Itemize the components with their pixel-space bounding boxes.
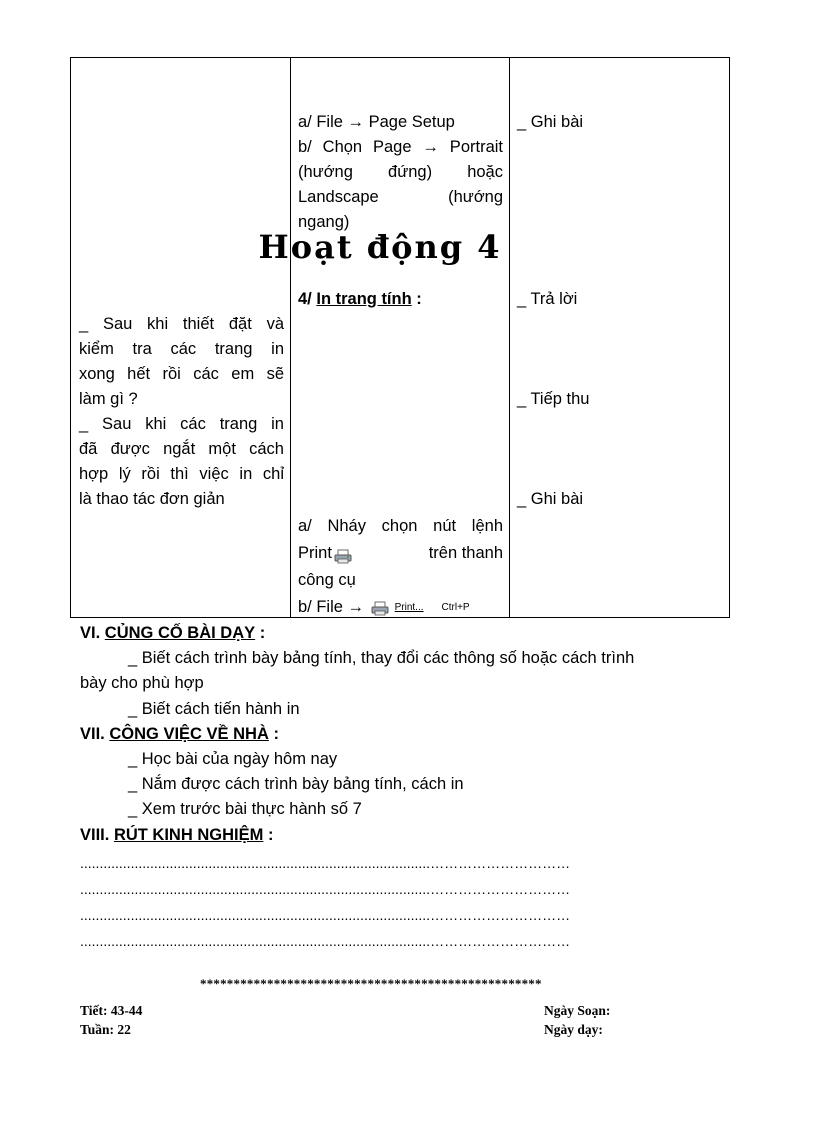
step-text: ngang) <box>298 213 350 231</box>
step-text: a/ Nháy chọn nút lệnh <box>298 517 503 535</box>
print-menu-item: Print... Ctrl+P <box>369 594 470 621</box>
section-vi-item: bày cho phù hợp <box>80 674 204 692</box>
question-line: đã được ngắt một cách <box>79 440 284 458</box>
question-line: là thao tác đơn giản <box>79 490 225 508</box>
table-divider <box>290 58 291 617</box>
student-answer: _ Tiếp thu <box>517 390 590 408</box>
section-vii-heading: VII. CÔNG VIỆC VỀ NHÀ : <box>80 725 279 743</box>
section-vii-item: _ Xem trước bài thực hành số 7 <box>128 800 362 818</box>
teaching-date-label: Ngày dạy: <box>544 1022 603 1037</box>
section-vi-item: _ Biết cách trình bày bảng tính, thay đổi các thông số hoặc cách trình <box>128 649 635 667</box>
dotted-line: ..........................................................................................………………………… <box>80 855 571 871</box>
section-vi-item: _ Biết cách tiến hành in <box>128 700 300 718</box>
section-4-heading: 4/ In trang tính : <box>298 290 422 308</box>
page-setup-steps <box>298 110 503 235</box>
printer-icon <box>371 600 389 615</box>
activity-heading: Hoạt động 4 <box>258 228 502 266</box>
printer-icon <box>334 546 352 561</box>
question-line: làm gì ? <box>79 390 138 408</box>
section-vi-heading: VI. CỦNG CỐ BÀI DẠY : <box>80 624 266 642</box>
question-line: hợp lý rồi thì việc in chỉ <box>79 465 284 483</box>
step-text: công cụ <box>298 571 356 589</box>
student-activity: _ Ghi bài <box>517 113 584 131</box>
print-steps <box>298 513 503 621</box>
section-vii-item: _ Học bài của ngày hôm nay <box>128 750 338 768</box>
file-print-menu-line: b/ File → Print... Ctrl+P <box>298 594 503 621</box>
print-button-line: Print trên thanh <box>298 544 503 562</box>
activity-table <box>70 57 730 618</box>
prepared-date-label: Ngày Soạn: <box>544 1003 611 1018</box>
star-separator: *************************************************** <box>200 976 542 991</box>
student-answer: _ Trả lời <box>517 290 578 308</box>
student-answer: _ Ghi bài <box>517 490 584 508</box>
dotted-line: ..........................................................................................………………………… <box>80 933 571 949</box>
step-text: (hướng đứng) hoặc <box>298 163 503 181</box>
section-viii-heading: VIII. RÚT KINH NGHIỆM : <box>80 826 274 844</box>
question-line: _ Sau khi các trang in <box>79 415 284 433</box>
dotted-line: ..........................................................................................………………………… <box>80 907 571 923</box>
dotted-line: ..........................................................................................………………………… <box>80 881 571 897</box>
step-text: a/ File → Page Setup <box>298 113 455 131</box>
question-line: _ Sau khi thiết đặt và <box>79 315 284 333</box>
week-number: Tuần: 22 <box>80 1022 131 1037</box>
step-text: Landscape (hướng <box>298 188 503 206</box>
teacher-questions <box>79 312 284 512</box>
table-divider <box>509 58 510 617</box>
step-text: b/ Chọn Page → Portrait <box>298 138 503 156</box>
question-line: xong hết rồi các em sẽ <box>79 365 284 383</box>
question-line: kiểm tra các trang in <box>79 340 284 358</box>
lesson-number: Tiết: 43-44 <box>80 1003 143 1018</box>
section-vii-item: _ Nắm được cách trình bày bảng tính, cách in <box>128 775 464 793</box>
